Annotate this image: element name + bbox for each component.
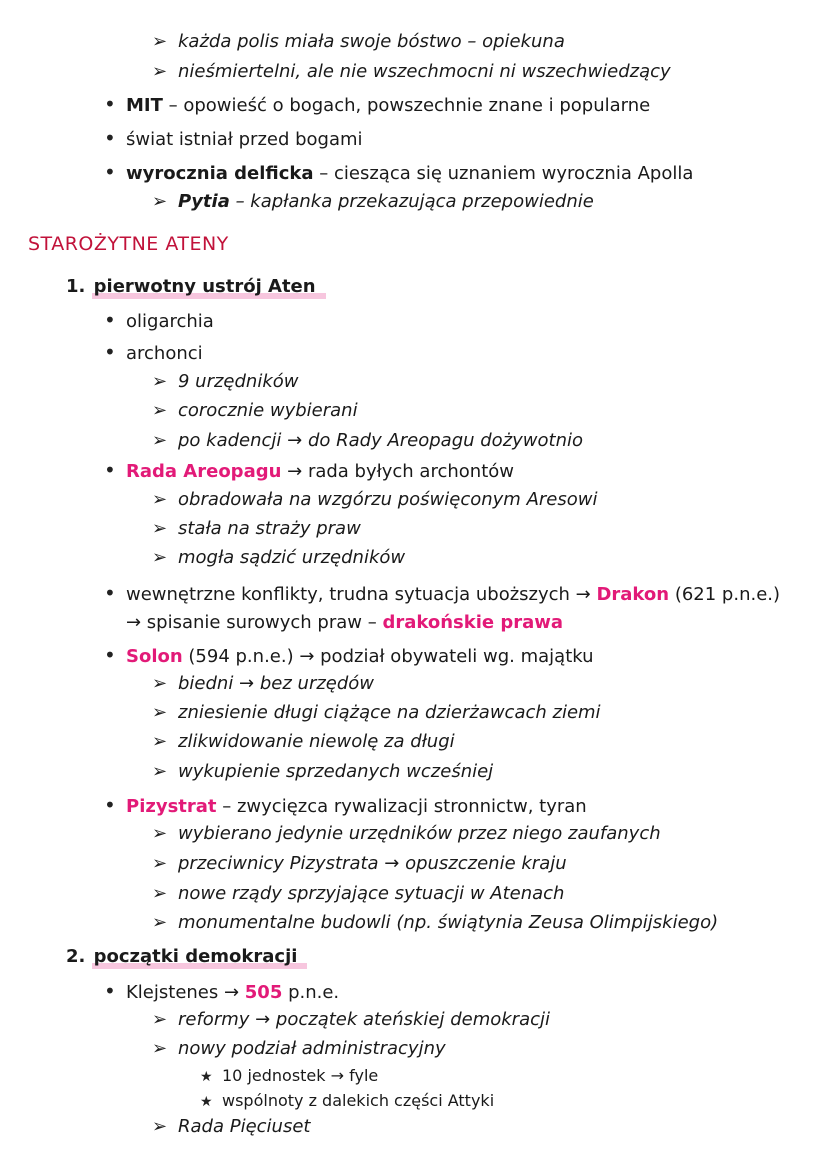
arrowhead-bullet-icon: ➢: [152, 518, 168, 539]
text-segment: nowy podział administracyjny: [178, 1038, 446, 1059]
arrowhead-bullet-icon: ➢: [152, 31, 168, 52]
dot-bullet-icon: •: [104, 643, 116, 667]
arrowhead-bullet-icon: ➢: [152, 191, 168, 212]
sub-point: [152, 1037, 446, 1061]
text-segment: – zwycięzca rywalizacji stronnictw, tyran: [216, 796, 587, 817]
dot-bullet-icon: •: [104, 92, 116, 116]
sub-point: [152, 822, 661, 846]
heading-number: 1.: [66, 276, 92, 297]
bullet-point: [104, 92, 650, 118]
text-segment: wspólnoty z dalekich części Attyki: [222, 1091, 495, 1110]
dot-bullet-icon: •: [104, 126, 116, 150]
text-segment: – kapłanka przekazująca przepowiednie: [229, 191, 594, 212]
text-segment: Pizystrat: [126, 796, 217, 817]
dot-bullet-icon: •: [104, 308, 116, 332]
dot-bullet-icon: •: [104, 581, 116, 605]
bullet-point: [104, 126, 363, 152]
numbered-heading: [66, 945, 307, 969]
numbered-heading: [66, 275, 326, 299]
sub-point: [152, 1008, 550, 1032]
sub-point: [152, 429, 583, 453]
text-segment: Drakon: [596, 584, 670, 605]
sub-point: [152, 760, 493, 784]
arrowhead-bullet-icon: ➢: [152, 547, 168, 568]
section-heading: [28, 232, 229, 256]
text-segment: → rada byłych archontów: [281, 461, 514, 482]
star-point: [200, 1089, 494, 1114]
text-segment: nieśmiertelni, ale nie wszechmocni ni wszechwiedzący: [178, 61, 671, 82]
sub-point: [152, 852, 567, 876]
arrowhead-bullet-icon: ➢: [152, 489, 168, 510]
sub-point: [152, 882, 564, 906]
text-segment: wewnętrzne konflikty, trudna sytuacja uboższych →: [126, 584, 597, 605]
text-segment: wybierano jedynie urzędników przez niego zaufanych: [178, 823, 661, 844]
text-segment: wyrocznia delficka: [126, 163, 314, 184]
sub-point: [152, 60, 671, 84]
dot-bullet-icon: •: [104, 979, 116, 1003]
arrowhead-bullet-icon: ➢: [152, 823, 168, 844]
sub-point: [152, 911, 718, 935]
arrowhead-bullet-icon: ➢: [152, 61, 168, 82]
bullet-point: [104, 979, 339, 1005]
arrowhead-bullet-icon: ➢: [152, 1038, 168, 1059]
heading-number: 2.: [66, 946, 92, 967]
sub-point: [152, 546, 405, 570]
sub-point: [152, 488, 597, 512]
text-segment: początki demokracji: [93, 946, 298, 967]
text-segment: Solon: [126, 646, 183, 667]
dot-bullet-icon: •: [104, 458, 116, 482]
sub-point: [152, 30, 565, 54]
bullet-point: [104, 643, 594, 669]
text-segment: zlikwidowanie niewolę za długi: [178, 731, 455, 752]
text-segment: archonci: [126, 343, 203, 364]
bullet-point: [104, 793, 587, 819]
text-segment: MIT: [126, 95, 163, 116]
text-segment: Rada Pięciuset: [178, 1116, 311, 1137]
text-segment: stała na straży praw: [178, 518, 361, 539]
text-segment: 10 jednostek → fyle: [222, 1066, 379, 1085]
arrowhead-bullet-icon: ➢: [152, 912, 168, 933]
text-segment: → spisanie surowych praw –: [126, 612, 383, 633]
text-segment: wykupienie sprzedanych wcześniej: [178, 761, 494, 782]
sub-point: [152, 701, 601, 725]
text-segment: świat istniał przed bogami: [126, 129, 363, 150]
arrowhead-bullet-icon: ➢: [152, 853, 168, 874]
sub-point: [152, 190, 594, 214]
text-segment: drakońskie prawa: [382, 612, 564, 633]
dot-bullet-icon: •: [104, 160, 116, 184]
text-segment: Pytia: [178, 191, 230, 212]
arrowhead-bullet-icon: ➢: [152, 430, 168, 451]
text-segment: (621 p.n.e.): [669, 584, 781, 605]
arrowhead-bullet-icon: ➢: [152, 883, 168, 904]
arrowhead-bullet-icon: ➢: [152, 761, 168, 782]
bullet-point: [104, 581, 780, 607]
text-segment: każda polis miała swoje bóstwo – opiekuna: [178, 31, 565, 52]
bullet-point: [104, 458, 514, 484]
text-segment: oligarchia: [126, 311, 214, 332]
dot-bullet-icon: •: [104, 340, 116, 364]
sub-point: [152, 370, 299, 394]
sub-point: [152, 399, 358, 423]
arrowhead-bullet-icon: ➢: [152, 371, 168, 392]
heading-label: [92, 946, 308, 969]
heading-label: [92, 276, 326, 299]
text-segment: po kadencji → do Rady Areopagu dożywotnio: [178, 430, 584, 451]
text-segment: reformy → początek ateńskiej demokracji: [178, 1009, 550, 1030]
sub-point: [152, 730, 455, 754]
text-segment: 9 urzędników: [178, 371, 299, 392]
text-segment: – ciesząca się uznaniem wyrocznia Apolla: [313, 163, 694, 184]
text-segment: corocznie wybierani: [178, 400, 358, 421]
star-bullet-icon: ★: [200, 1094, 213, 1110]
arrowhead-bullet-icon: ➢: [152, 731, 168, 752]
sub-point: [152, 517, 361, 541]
text-segment: – opowieść o bogach, powszechnie znane i popularne: [162, 95, 651, 116]
text-segment: (594 p.n.e.) → podział obywateli wg. majątku: [182, 646, 594, 667]
arrowhead-bullet-icon: ➢: [152, 673, 168, 694]
star-bullet-icon: ★: [200, 1069, 213, 1085]
arrowhead-bullet-icon: ➢: [152, 702, 168, 723]
bullet-point: [104, 308, 214, 334]
text-segment: nowe rządy sprzyjające sytuacji w Atenach: [178, 883, 565, 904]
text-segment: monumentalne budowli (np. świątynia Zeusa Olimpijskiego): [178, 912, 719, 933]
arrowhead-bullet-icon: ➢: [152, 1116, 168, 1137]
bullet-point: [104, 340, 203, 366]
text-segment: przeciwnicy Pizystrata → opuszczenie kraju: [178, 853, 567, 874]
dot-bullet-icon: •: [104, 793, 116, 817]
text-segment: Klejstenes →: [126, 982, 245, 1003]
star-point: [200, 1064, 378, 1089]
text-segment: STAROŻYTNE ATENY: [28, 233, 229, 255]
text-segment: Rada Areopagu: [126, 461, 282, 482]
text-segment: mogła sądzić urzędników: [178, 547, 406, 568]
continuation-line: [126, 611, 563, 635]
bullet-point: [104, 160, 693, 186]
text-segment: zniesienie długi ciążące na dzierżawcach ziemi: [178, 702, 601, 723]
text-segment: 505: [244, 982, 283, 1003]
text-segment: biedni → bez urzędów: [178, 673, 375, 694]
text-segment: p.n.e.: [282, 982, 340, 1003]
sub-point: [152, 1115, 310, 1139]
arrowhead-bullet-icon: ➢: [152, 400, 168, 421]
text-segment: obradowała na wzgórzu poświęconym Aresowi: [178, 489, 598, 510]
arrowhead-bullet-icon: ➢: [152, 1009, 168, 1030]
text-segment: pierwotny ustrój Aten: [93, 276, 316, 297]
sub-point: [152, 672, 374, 696]
